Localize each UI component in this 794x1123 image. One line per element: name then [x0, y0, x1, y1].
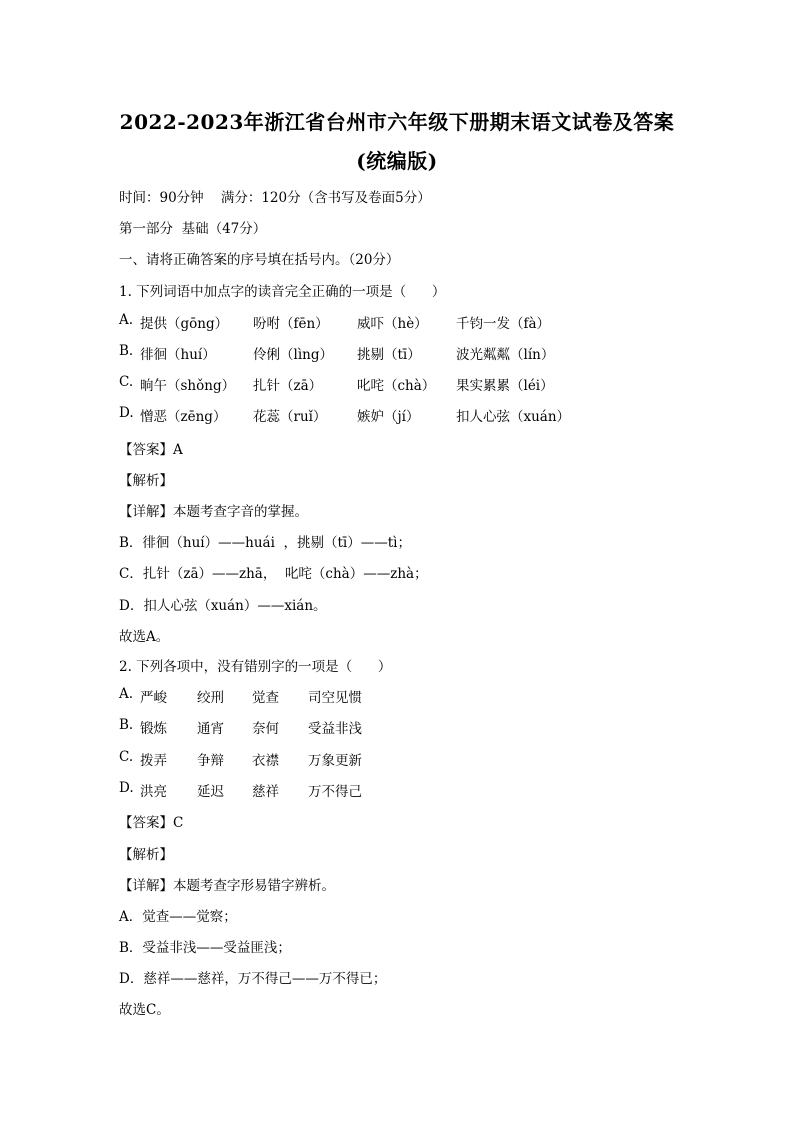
option-item: 觉查 [252, 690, 279, 706]
option-item: 挑剔（tī） [357, 347, 421, 363]
question-1-analysis-heading: 【解析】 [119, 473, 173, 489]
option-item: 司空见惯 [308, 690, 362, 706]
option-item: 奈何 [252, 721, 279, 737]
option-item: 万不得己 [308, 784, 362, 800]
question-2-explanation-line: A．觉查——觉察； [119, 909, 237, 925]
document-subtitle: (统编版) [356, 149, 438, 173]
question-2-analysis-heading: 【解析】 [119, 847, 173, 863]
section-heading: 一、请将正确答案的序号填在括号内。（20分） [119, 252, 400, 268]
option-item: 叱咤（chà） [357, 378, 436, 394]
option-item: 严峻 [140, 690, 167, 706]
option-label: C. [119, 749, 134, 765]
question-2-explanation-line: B．受益非浅——受益匪浅； [119, 940, 291, 956]
option-item: 憎恶（zēng） [140, 409, 227, 425]
option-label: B. [119, 717, 134, 733]
question-1-explanation-line: D．扣人心弦（xuán）——xián。 [119, 598, 327, 614]
question-1-detail: 【详解】本题考查字音的掌握。 [119, 504, 308, 520]
question-2-conclusion: 故选C。 [119, 1002, 170, 1018]
option-item: 万象更新 [308, 753, 362, 769]
question-2-answer: 【答案】C [119, 815, 184, 831]
option-item: 延迟 [197, 784, 224, 800]
option-item: 威吓（hè） [357, 316, 428, 332]
option-item: 慈祥 [252, 784, 279, 800]
option-item: 波光粼粼（lín） [456, 347, 555, 363]
option-item: 衣襟 [252, 753, 279, 769]
option-item: 晌午（shǒng） [140, 378, 236, 394]
question-2-explanation-line: D．慈祥——慈祥，万不得己——万不得已； [119, 971, 387, 987]
option-item: 吩咐（fēn） [253, 316, 329, 332]
document-title: 2022-2023年浙江省台州市六年级下册期末语文试卷及答案 [119, 110, 675, 134]
option-label: A. [119, 686, 134, 702]
option-item: 果实累累（léi） [456, 378, 554, 394]
question-2-stem: 2. 下列各项中，没有错别字的一项是（ ） [119, 659, 392, 675]
option-item: 扣人心弦（xuán） [456, 409, 571, 425]
option-item: 锻炼 [140, 721, 167, 737]
option-label: D. [119, 405, 134, 421]
question-1-explanation-line: C．扎针（zā）——zhā， 叱咤（chà）——zhà； [119, 566, 428, 582]
option-item: 通宵 [197, 721, 224, 737]
option-item: 争辩 [197, 753, 224, 769]
option-label: D. [119, 780, 134, 796]
exam-meta: 时间：90分钟 满分：120分（含书写及卷面5分） [119, 190, 431, 206]
option-item: 拨弄 [140, 753, 167, 769]
option-label: B. [119, 343, 134, 359]
option-item: 千钧一发（fà） [456, 316, 551, 332]
question-1-answer: 【答案】A [119, 442, 183, 458]
option-item: 受益非浅 [308, 721, 362, 737]
question-1-explanation-line: B．徘徊（huí）——huái ，挑剔（tī）——tì； [119, 535, 411, 551]
option-item: 洪亮 [140, 784, 167, 800]
option-label: A. [119, 312, 134, 328]
option-item: 提供（gōng） [140, 316, 229, 332]
option-item: 徘徊（huí） [140, 347, 216, 363]
question-2-detail: 【详解】本题考查字形易错字辨析。 [119, 878, 335, 894]
option-item: 伶俐（lìng） [253, 347, 333, 363]
question-1-conclusion: 故选A。 [119, 629, 170, 645]
option-label: C. [119, 374, 134, 390]
part-heading: 第一部分 基础（47分） [119, 221, 267, 237]
option-item: 花蕊（ruǐ） [253, 409, 327, 425]
option-item: 嫉妒（jí） [357, 409, 420, 425]
question-1-stem: 1. 下列词语中加点字的读音完全正确的一项是（ ） [119, 284, 446, 300]
option-item: 绞刑 [197, 690, 224, 706]
option-item: 扎针（zā） [253, 378, 323, 394]
